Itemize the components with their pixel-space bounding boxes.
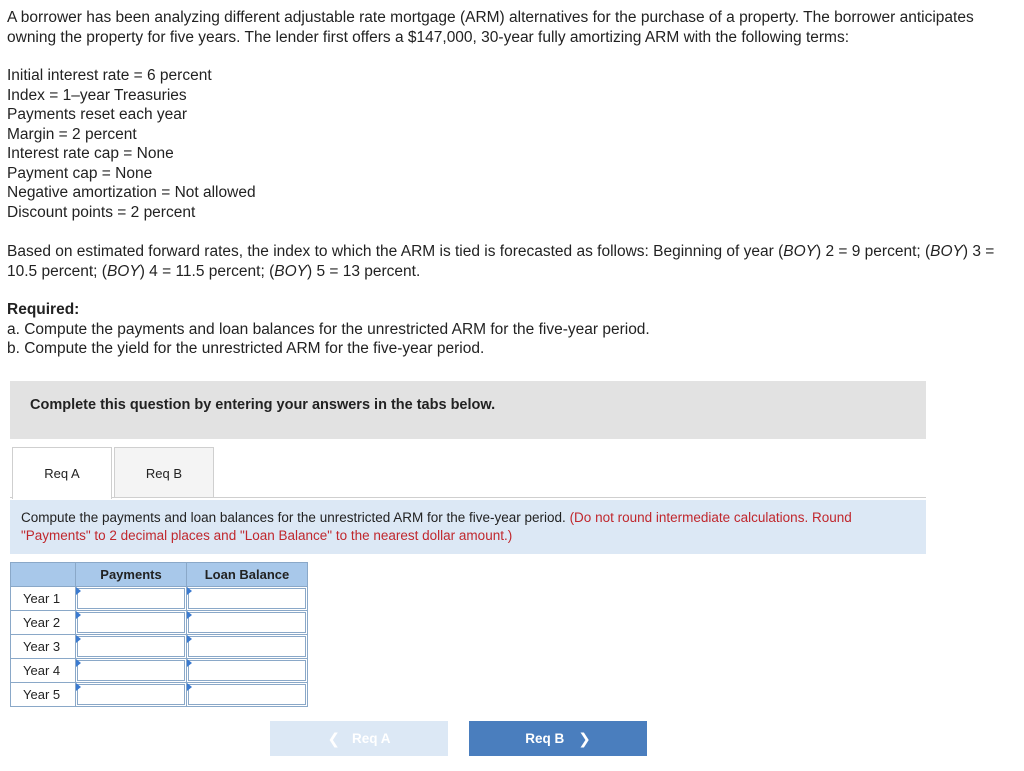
answer-table — [10, 562, 308, 707]
required-title: Required: — [7, 301, 80, 318]
term-item: Initial interest rate = 6 percent — [7, 67, 212, 84]
payments-input[interactable] — [76, 635, 187, 659]
tab-divider — [10, 497, 926, 498]
term-item: Payment cap = None — [7, 164, 153, 182]
input-marker-icon — [76, 635, 81, 643]
banner-text: Complete this question by entering your answers in the tabs below. — [30, 397, 496, 413]
input-marker-icon — [187, 611, 192, 619]
prev-req-button[interactable] — [270, 721, 448, 756]
instruction-box — [10, 500, 926, 554]
term-item: Payments reset each year — [7, 106, 188, 123]
tab-req-b[interactable]: Req B — [114, 447, 214, 498]
loan-balance-input[interactable] — [187, 635, 308, 659]
chevron-right-icon: ❯ — [578, 730, 591, 748]
term-item: Discount points = 2 percent — [7, 203, 196, 221]
problem-intro-text: A borrower has been analyzing different adjustable rate mortgage (ARM) alternatives for the purchase of a property. The borrower anticipates owning the property for five years. The lender first offers a $147,000, 30-year fully amortizing ARM with the following terms: — [7, 9, 974, 46]
table-row — [11, 635, 308, 659]
table-row — [11, 611, 308, 635]
tab-req-a[interactable]: Req A — [12, 447, 112, 499]
payments-input[interactable] — [76, 611, 187, 635]
term-item: Interest rate cap = None — [7, 145, 174, 162]
term-item: Margin = 2 percent — [7, 125, 137, 143]
input-marker-icon — [187, 683, 192, 691]
chevron-left-icon: ❮ — [327, 730, 341, 748]
table-row — [11, 683, 308, 707]
next-req-label: Req B — [525, 731, 565, 746]
loan-terms-list — [7, 66, 256, 222]
row-label: Year 3 — [11, 635, 76, 659]
term-item: Negative amortization = Not allowed — [7, 184, 256, 201]
instruction-banner — [10, 381, 926, 439]
next-req-button[interactable] — [469, 721, 647, 756]
row-label: Year 2 — [11, 611, 76, 635]
table-row — [11, 587, 308, 611]
input-marker-icon — [76, 659, 81, 667]
loan-balance-input[interactable] — [187, 587, 308, 611]
payments-input[interactable] — [76, 587, 187, 611]
forecast-paragraph: Based on estimated forward rates, the index to which the ARM is tied is forecasted as follows: Beginning of year (BOY) 2 = 9 percent; (BOY) 3 = 10.5 percent; (BOY) 4 = 11.5 percent; (BOY) 5 = 13 percent. — [7, 243, 995, 280]
payments-input[interactable] — [76, 659, 187, 683]
input-marker-icon — [187, 587, 192, 595]
table-header-loan-balance: Loan Balance — [187, 563, 308, 587]
row-label: Year 5 — [11, 683, 76, 707]
term-item: Index = 1–year Treasuries — [7, 86, 187, 104]
prev-req-label: Req A — [352, 731, 391, 746]
table-header-payments: Payments — [76, 563, 187, 587]
row-label: Year 1 — [11, 587, 76, 611]
required-section — [7, 300, 650, 359]
instruction-note: (Do not round intermediate calculations. Round "Payments" to 2 decimal places and "Loan Balance" to the nearest dollar amount.) — [21, 510, 852, 543]
input-marker-icon — [187, 635, 192, 643]
input-marker-icon — [76, 587, 81, 595]
input-marker-icon — [76, 683, 81, 691]
table-row — [11, 659, 308, 683]
input-marker-icon — [187, 659, 192, 667]
input-marker-icon — [76, 611, 81, 619]
loan-balance-input[interactable] — [187, 611, 308, 635]
required-item-b: b. Compute the yield for the unrestricted ARM for the five-year period. — [7, 340, 485, 357]
table-header-blank — [11, 563, 76, 587]
loan-balance-input[interactable] — [187, 683, 308, 707]
required-item-a: a. Compute the payments and loan balances for the unrestricted ARM for the five-year period. — [7, 320, 650, 338]
problem-intro — [7, 8, 1017, 47]
payments-input[interactable] — [76, 683, 187, 707]
instruction-text: Compute the payments and loan balances for the unrestricted ARM for the five-year period. (Do not round intermediate calculations. Round "Payments" to 2 decimal places and "Loan Balance" to the nearest dollar amount.) — [21, 510, 852, 543]
row-label: Year 4 — [11, 659, 76, 683]
loan-balance-input[interactable] — [187, 659, 308, 683]
